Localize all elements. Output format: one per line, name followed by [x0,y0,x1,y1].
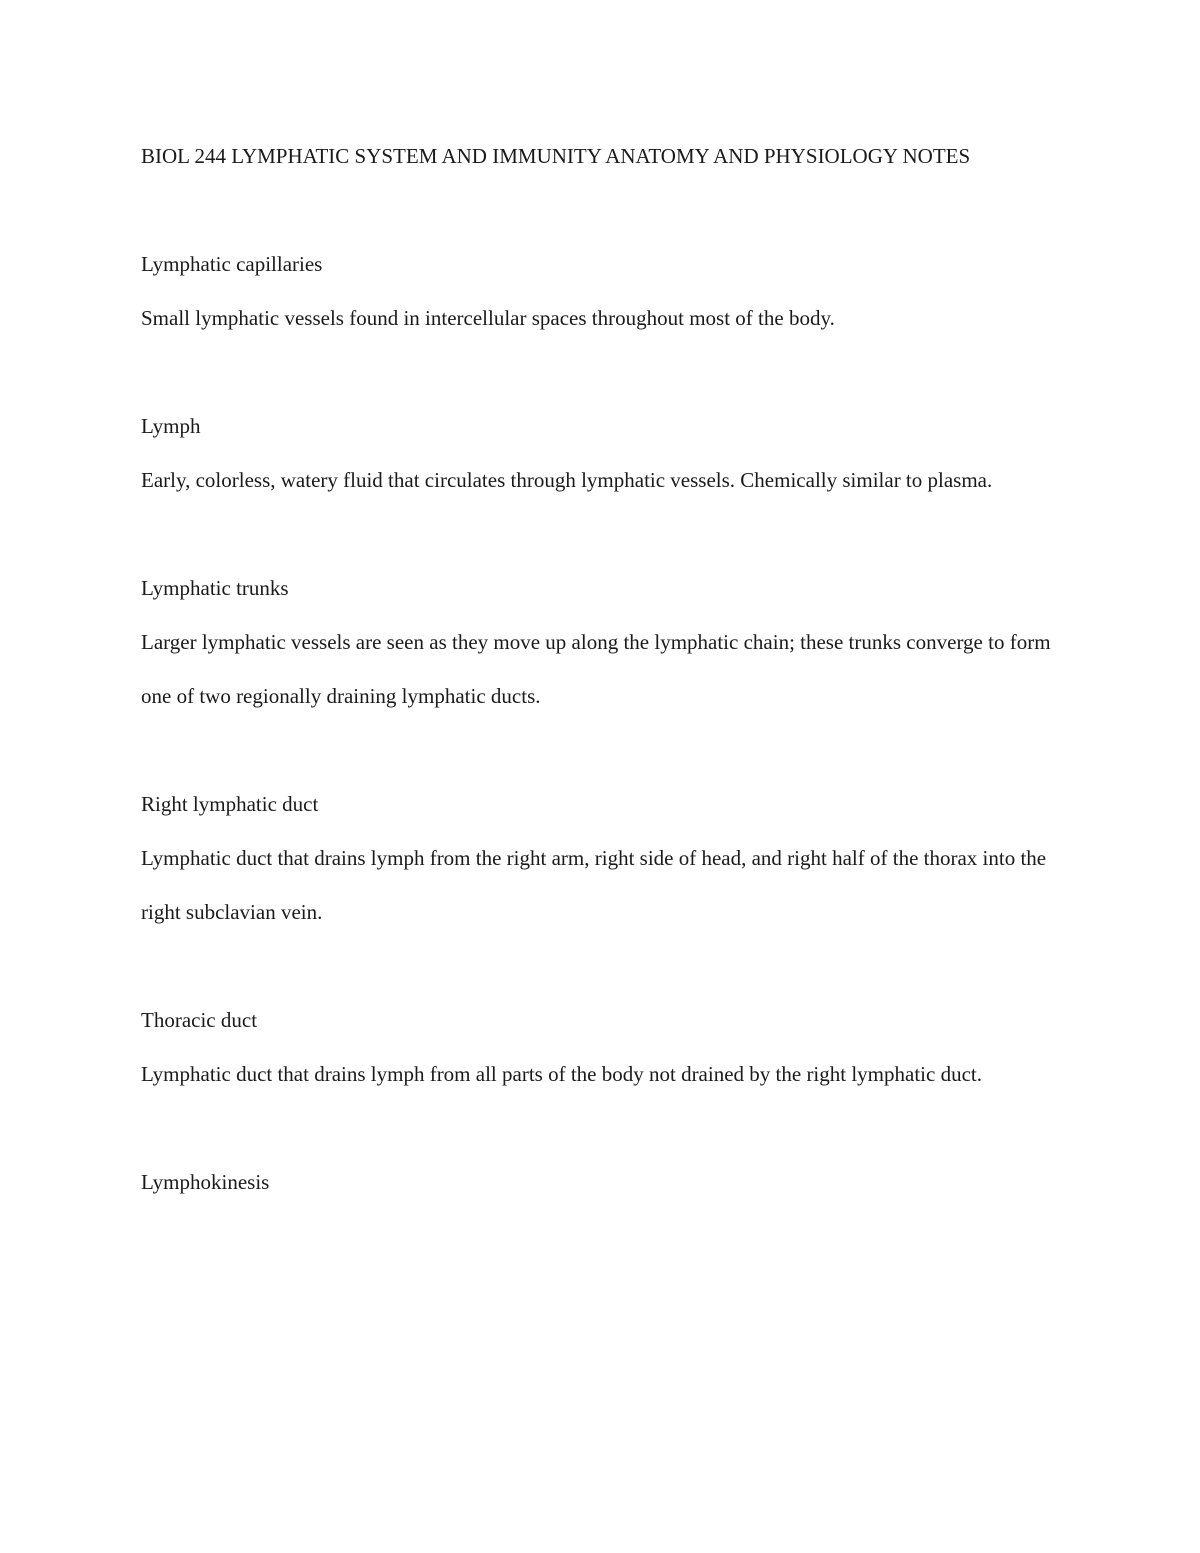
entry-term: Lymphatic trunks [141,576,289,600]
entry-definition: Early, colorless, watery fluid that circulates through lymphatic vessels. Chemically similar to plasma. [141,468,993,492]
entry-right-lymphatic-duct [141,777,1061,939]
entry-lymph [141,399,1061,507]
entry-term: Right lymphatic duct [141,792,319,816]
entry-definition: Lymphatic duct that drains lymph from all parts of the body not drained by the right lymphatic duct. [141,1062,982,1086]
document-title: BIOL 244 LYMPHATIC SYSTEM AND IMMUNITY ANATOMY AND PHYSIOLOGY NOTES [141,144,971,168]
entry-lymphatic-capillaries [141,237,1061,345]
entry-term: Thoracic duct [141,1008,258,1032]
document-body [141,129,1061,1209]
entry-definition: Larger lymphatic vessels are seen as they move up along the lymphatic chain; these trunks converge to form one of two regionally draining lymphatic ducts. [141,630,1051,708]
entry-term: Lymphokinesis [141,1170,270,1194]
entry-thoracic-duct [141,993,1061,1101]
entry-term: Lymphatic capillaries [141,252,323,276]
entry-definition: Lymphatic duct that drains lymph from the right arm, right side of head, and right half of the thorax into the right subclavian vein. [141,846,1047,924]
entry-definition: Small lymphatic vessels found in intercellular spaces throughout most of the body. [141,306,835,330]
entry-lymphokinesis [141,1155,1061,1209]
entry-term: Lymph [141,414,201,438]
entry-lymphatic-trunks [141,561,1061,723]
